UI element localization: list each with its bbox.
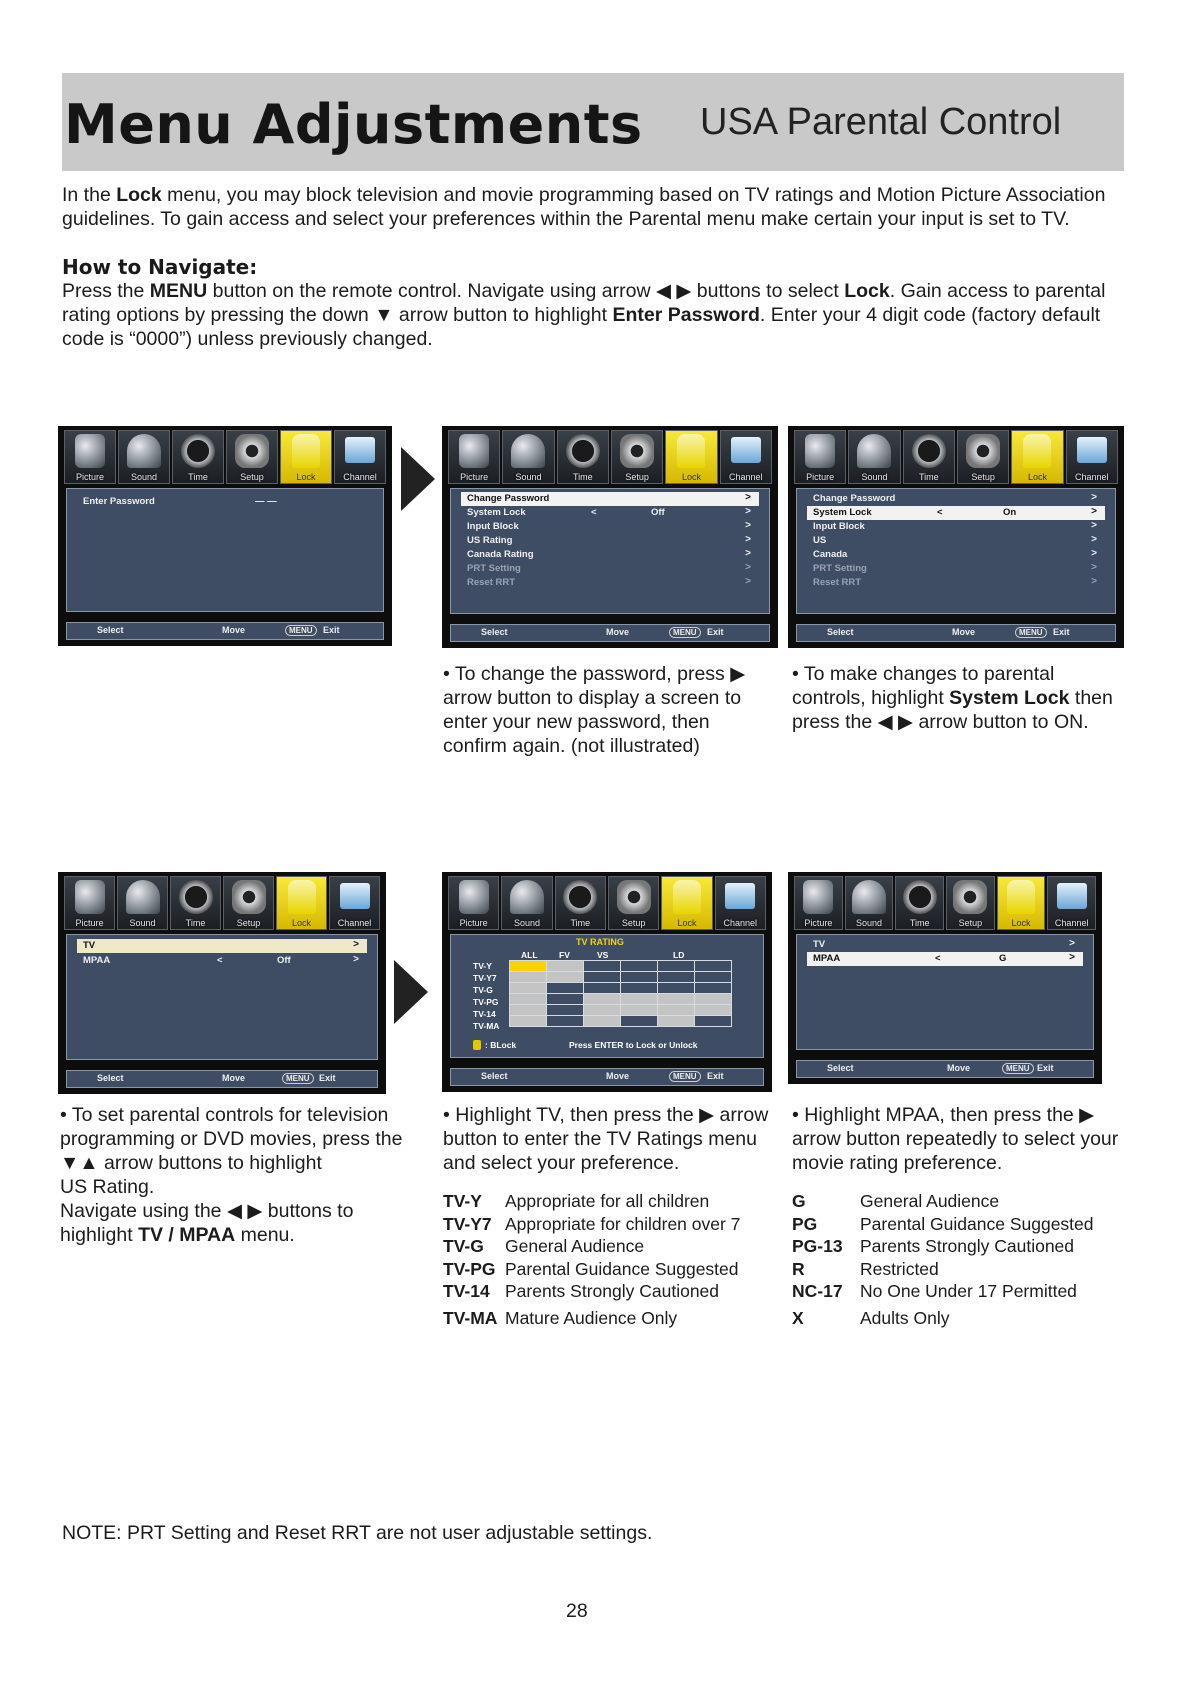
page-number: 28: [566, 1600, 588, 1622]
tab-time[interactable]: Time: [170, 876, 221, 930]
menu-item-input-block[interactable]: Input Block >: [813, 520, 1097, 532]
menu-item-change-password[interactable]: Change Password >: [461, 492, 759, 506]
menu-item-canada[interactable]: Canada >: [813, 548, 1097, 560]
grid-cell[interactable]: [584, 1005, 621, 1016]
grid-cell[interactable]: [695, 1005, 732, 1016]
tab-picture[interactable]: Picture: [448, 430, 500, 484]
menu-panel: [450, 488, 770, 614]
tv-screen-lock-menu-off: [442, 426, 778, 648]
tab-channel[interactable]: Channel: [1066, 430, 1118, 484]
block-legend: : BLock: [485, 1040, 517, 1050]
chevron-right-icon: >: [1091, 506, 1097, 517]
arrow-right-icon: [401, 447, 435, 511]
grid-cell[interactable]: [510, 1005, 547, 1016]
chevron-right-icon: >: [745, 506, 751, 517]
tab-channel[interactable]: Channel: [329, 876, 380, 930]
tv-screen-enter-password: [58, 426, 392, 646]
lock-icon: [1007, 880, 1035, 914]
gear-icon: [232, 880, 266, 914]
tab-picture[interactable]: Picture: [64, 430, 116, 484]
chevron-right-icon: >: [745, 492, 751, 503]
grid-cell[interactable]: [510, 972, 547, 983]
caption-system-lock: • To make changes to parental controls, highlight System Lock then press the ◀ ▶ arrow button to ON.: [792, 663, 1113, 733]
col-all: ALL: [521, 950, 538, 960]
row-labels: TV-Y TV-Y7 TV-G TV-PG TV-14 TV-MA: [473, 961, 500, 1031]
tab-picture[interactable]: Picture: [794, 430, 846, 484]
chevron-left-icon: <: [937, 507, 943, 518]
col-vs: VS: [597, 950, 609, 960]
menu-item-reset-rrt: Reset RRT >: [467, 576, 751, 588]
menu-item-input-block[interactable]: Input Block >: [467, 520, 751, 532]
menu-item-change-password[interactable]: Change Password >: [813, 492, 1097, 504]
list-item: R Restricted: [792, 1258, 939, 1279]
sound-icon: [852, 880, 886, 914]
gear-icon: [235, 434, 269, 468]
password-value: — —: [255, 496, 277, 507]
chevron-left-icon: <: [591, 507, 597, 518]
tab-time[interactable]: Time: [903, 430, 955, 484]
chevron-right-icon: >: [1069, 938, 1075, 949]
tv-screen-lock-menu-on: [788, 426, 1124, 648]
tab-sound[interactable]: Sound: [502, 430, 554, 484]
chevron-right-icon: >: [1091, 576, 1097, 587]
gear-icon: [953, 880, 987, 914]
tab-setup[interactable]: Setup: [608, 876, 659, 930]
caption-tv-ratings: • Highlight TV, then press the ▶ arrow button to enter the TV Ratings menu and select your preference.: [443, 1104, 769, 1174]
picture-icon: [75, 434, 105, 468]
lock-icon: [473, 1040, 481, 1050]
tv-rating-title: TV RATING: [576, 937, 624, 947]
chevron-right-icon: >: [745, 562, 751, 573]
tab-picture[interactable]: Picture: [64, 876, 115, 930]
lock-hint: Press ENTER to Lock or Unlock: [569, 1040, 698, 1050]
grid-cell[interactable]: [510, 961, 547, 972]
chevron-right-icon: >: [745, 548, 751, 559]
grid-cell[interactable]: [584, 1016, 621, 1027]
lock-icon: [288, 880, 316, 914]
list-item: X Adults Only: [792, 1307, 950, 1328]
sound-icon: [127, 434, 161, 468]
caption-mpaa: • Highlight MPAA, then press the ▶ arrow button repeatedly to select your movie rating preference.: [792, 1104, 1119, 1174]
chevron-left-icon: <: [217, 955, 223, 966]
grid-cell[interactable]: [547, 972, 584, 983]
tab-channel[interactable]: Channel: [334, 430, 386, 484]
list-item: TV-Y Appropriate for all children: [443, 1191, 710, 1211]
tab-time[interactable]: Time: [172, 430, 224, 484]
monitor-icon: [345, 437, 375, 463]
rating-grid: [509, 950, 732, 1027]
clock-icon: [566, 434, 600, 468]
sound-icon: [857, 434, 891, 468]
picture-icon: [75, 880, 105, 914]
picture-icon: [805, 434, 835, 468]
page-title: Menu Adjustments: [64, 93, 643, 156]
arrow-right-icon: [394, 960, 428, 1024]
tab-setup[interactable]: Setup: [946, 876, 995, 930]
grid-cell[interactable]: [510, 1016, 547, 1027]
picture-icon: [803, 880, 833, 914]
tab-setup[interactable]: Setup: [226, 430, 278, 484]
clock-icon: [181, 434, 215, 468]
tab-sound[interactable]: Sound: [118, 430, 170, 484]
note: NOTE: PRT Setting and Reset RRT are not user adjustable settings.: [62, 1522, 653, 1544]
menu-item-prt-setting: PRT Setting >: [467, 562, 751, 574]
menu-footer: Select Move MENU Exit: [450, 1068, 764, 1086]
grid-cell[interactable]: [695, 994, 732, 1005]
tab-setup[interactable]: Setup: [957, 430, 1009, 484]
clock-icon: [903, 880, 937, 914]
chevron-right-icon: >: [1091, 534, 1097, 545]
tv-screen-tv-rating: [442, 872, 772, 1092]
gear-icon: [620, 434, 654, 468]
grid-cell[interactable]: [510, 983, 547, 994]
tab-setup[interactable]: Setup: [223, 876, 274, 930]
menu-footer: Select Move MENU Exit: [66, 622, 384, 640]
mpaa-ratings-list: [792, 1190, 1094, 1329]
tab-sound[interactable]: Sound: [501, 876, 552, 930]
intro-paragraph: In the Lock menu, you may block television and movie programming based on TV ratings and Motion Picture Association guidelines. To gain access and select your preferences within the Parental menu make certain your input is set to TV.: [62, 184, 1106, 230]
tab-sound[interactable]: Sound: [848, 430, 900, 484]
menu-item-us[interactable]: US >: [813, 534, 1097, 546]
menu-tab-bar: [448, 876, 766, 930]
monitor-icon: [725, 883, 755, 909]
menu-panel: [66, 934, 378, 1060]
list-item: TV-MA Mature Audience Only: [443, 1307, 678, 1328]
tab-channel[interactable]: Channel: [720, 430, 772, 484]
list-item: PG-13 Parents Strongly Cautioned: [792, 1236, 1075, 1256]
tv-rating-panel: [450, 934, 764, 1058]
list-item: TV-14 Parents Strongly Cautioned: [443, 1281, 720, 1301]
gear-icon: [617, 880, 651, 914]
menu-tab-bar: [448, 430, 772, 484]
menu-item-system-lock[interactable]: System Lock < Off >: [467, 506, 751, 518]
picture-icon: [459, 434, 489, 468]
tv-screen-mpaa: [788, 872, 1102, 1084]
chevron-right-icon: >: [1069, 952, 1075, 963]
tab-channel[interactable]: Channel: [1047, 876, 1096, 930]
tab-time[interactable]: Time: [555, 876, 606, 930]
menu-item-system-lock[interactable]: System Lock < On >: [807, 506, 1105, 520]
monitor-icon: [731, 437, 761, 463]
picture-icon: [459, 880, 489, 914]
enter-password-row[interactable]: Enter Password — —: [83, 496, 277, 507]
list-item: TV-PG Parental Guidance Suggested: [443, 1258, 739, 1279]
tab-lock[interactable]: Lock: [665, 430, 717, 484]
monitor-icon: [340, 883, 370, 909]
list-item: NC-17 No One Under 17 Permitted: [792, 1281, 1077, 1301]
caption-us-rating: • To set parental controls for television programming or DVD movies, press the ▼▲ arrow buttons to highlight US Rating. Navigate using the ◀ ▶ buttons to highlight TV / MPAA menu.: [60, 1104, 403, 1246]
menu-panel: [796, 934, 1094, 1050]
lock-icon: [677, 434, 705, 468]
menu-tab-bar: [64, 876, 380, 930]
tab-setup[interactable]: Setup: [611, 430, 663, 484]
chevron-right-icon: >: [745, 520, 751, 531]
tab-picture[interactable]: Picture: [448, 876, 499, 930]
menu-footer: Select Move MENU Exit: [796, 1060, 1094, 1078]
chevron-right-icon: >: [353, 939, 359, 950]
chevron-right-icon: >: [745, 576, 751, 587]
sound-icon: [510, 880, 544, 914]
chevron-left-icon: <: [935, 953, 941, 964]
tab-lock[interactable]: Lock: [661, 876, 712, 930]
grid-cell[interactable]: [584, 994, 621, 1005]
col-fv: FV: [559, 950, 570, 960]
menu-panel: [66, 488, 384, 612]
tab-lock[interactable]: Lock: [276, 876, 327, 930]
grid-cell[interactable]: [658, 1005, 695, 1016]
chevron-right-icon: >: [745, 534, 751, 545]
chevron-right-icon: >: [353, 954, 359, 965]
menu-item-prt-setting: PRT Setting >: [813, 562, 1097, 574]
menu-item-tv[interactable]: TV >: [813, 938, 1075, 950]
tab-lock[interactable]: Lock: [280, 430, 332, 484]
chevron-right-icon: >: [1091, 548, 1097, 559]
sound-icon: [511, 434, 545, 468]
menu-item-reset-rrt: Reset RRT >: [813, 576, 1097, 588]
tab-sound[interactable]: Sound: [845, 876, 894, 930]
menu-item-mpaa[interactable]: MPAA < G >: [807, 952, 1083, 966]
menu-tab-bar: [64, 430, 386, 484]
lock-icon: [292, 434, 320, 468]
grid-cell[interactable]: [658, 994, 695, 1005]
sound-icon: [126, 880, 160, 914]
tab-time[interactable]: Time: [895, 876, 944, 930]
list-item: TV-Y7 Appropriate for children over 7: [443, 1213, 741, 1234]
menu-panel: [796, 488, 1116, 614]
clock-icon: [563, 880, 597, 914]
tv-ratings-list: [443, 1190, 740, 1329]
page-subtitle: USA Parental Control: [700, 101, 1062, 143]
menu-item-mpaa[interactable]: MPAA < Off >: [83, 954, 359, 966]
menu-footer: Select Move MENU Exit: [66, 1070, 378, 1088]
monitor-icon: [1057, 883, 1087, 909]
chevron-right-icon: >: [1091, 520, 1097, 531]
menu-footer: Select Move MENU Exit: [796, 624, 1116, 642]
monitor-icon: [1077, 437, 1107, 463]
tab-time[interactable]: Time: [557, 430, 609, 484]
menu-item-us-rating[interactable]: US Rating >: [467, 534, 751, 546]
gear-icon: [966, 434, 1000, 468]
menu-item-tv[interactable]: TV >: [77, 939, 367, 953]
menu-footer: Select Move MENU Exit: [450, 624, 770, 642]
tab-lock[interactable]: Lock: [1011, 430, 1063, 484]
caption-change-password: • To change the password, press ▶ arrow button to display a screen to enter your new password, then confirm again. (not illustrated): [443, 663, 746, 757]
lock-icon: [673, 880, 701, 914]
navigate-heading: How to Navigate:: [62, 255, 258, 279]
clock-icon: [179, 880, 213, 914]
tab-picture[interactable]: Picture: [794, 876, 843, 930]
grid-cell[interactable]: [621, 1005, 658, 1016]
list-item: G General Audience: [792, 1191, 1000, 1211]
tab-lock[interactable]: Lock: [997, 876, 1046, 930]
grid-cell[interactable]: [547, 961, 584, 972]
grid-cell[interactable]: [510, 994, 547, 1005]
list-item: TV-G General Audience: [443, 1236, 645, 1256]
tab-channel[interactable]: Channel: [715, 876, 766, 930]
grid-cell[interactable]: [621, 994, 658, 1005]
menu-tab-bar: [794, 430, 1118, 484]
lock-icon: [1023, 434, 1051, 468]
chevron-right-icon: >: [1091, 562, 1097, 573]
menu-tab-bar: [794, 876, 1096, 930]
tab-sound[interactable]: Sound: [117, 876, 168, 930]
list-item: PG Parental Guidance Suggested: [792, 1213, 1094, 1234]
grid-cell[interactable]: [658, 1016, 695, 1027]
col-ld: LD: [673, 950, 685, 960]
tv-screen-us-rating: [58, 872, 386, 1094]
menu-item-canada-rating[interactable]: Canada Rating >: [467, 548, 751, 560]
chevron-right-icon: >: [1091, 492, 1097, 503]
navigate-paragraph: Press the MENU button on the remote control. Navigate using arrow ◀ ▶ buttons to select Lock. Gain access to parental rating options by pressing the down ▼ arrow button to highlight Enter Password. Enter your 4 digit code (factory default code is “0000”) unless previously changed.: [62, 280, 1106, 350]
clock-icon: [912, 434, 946, 468]
